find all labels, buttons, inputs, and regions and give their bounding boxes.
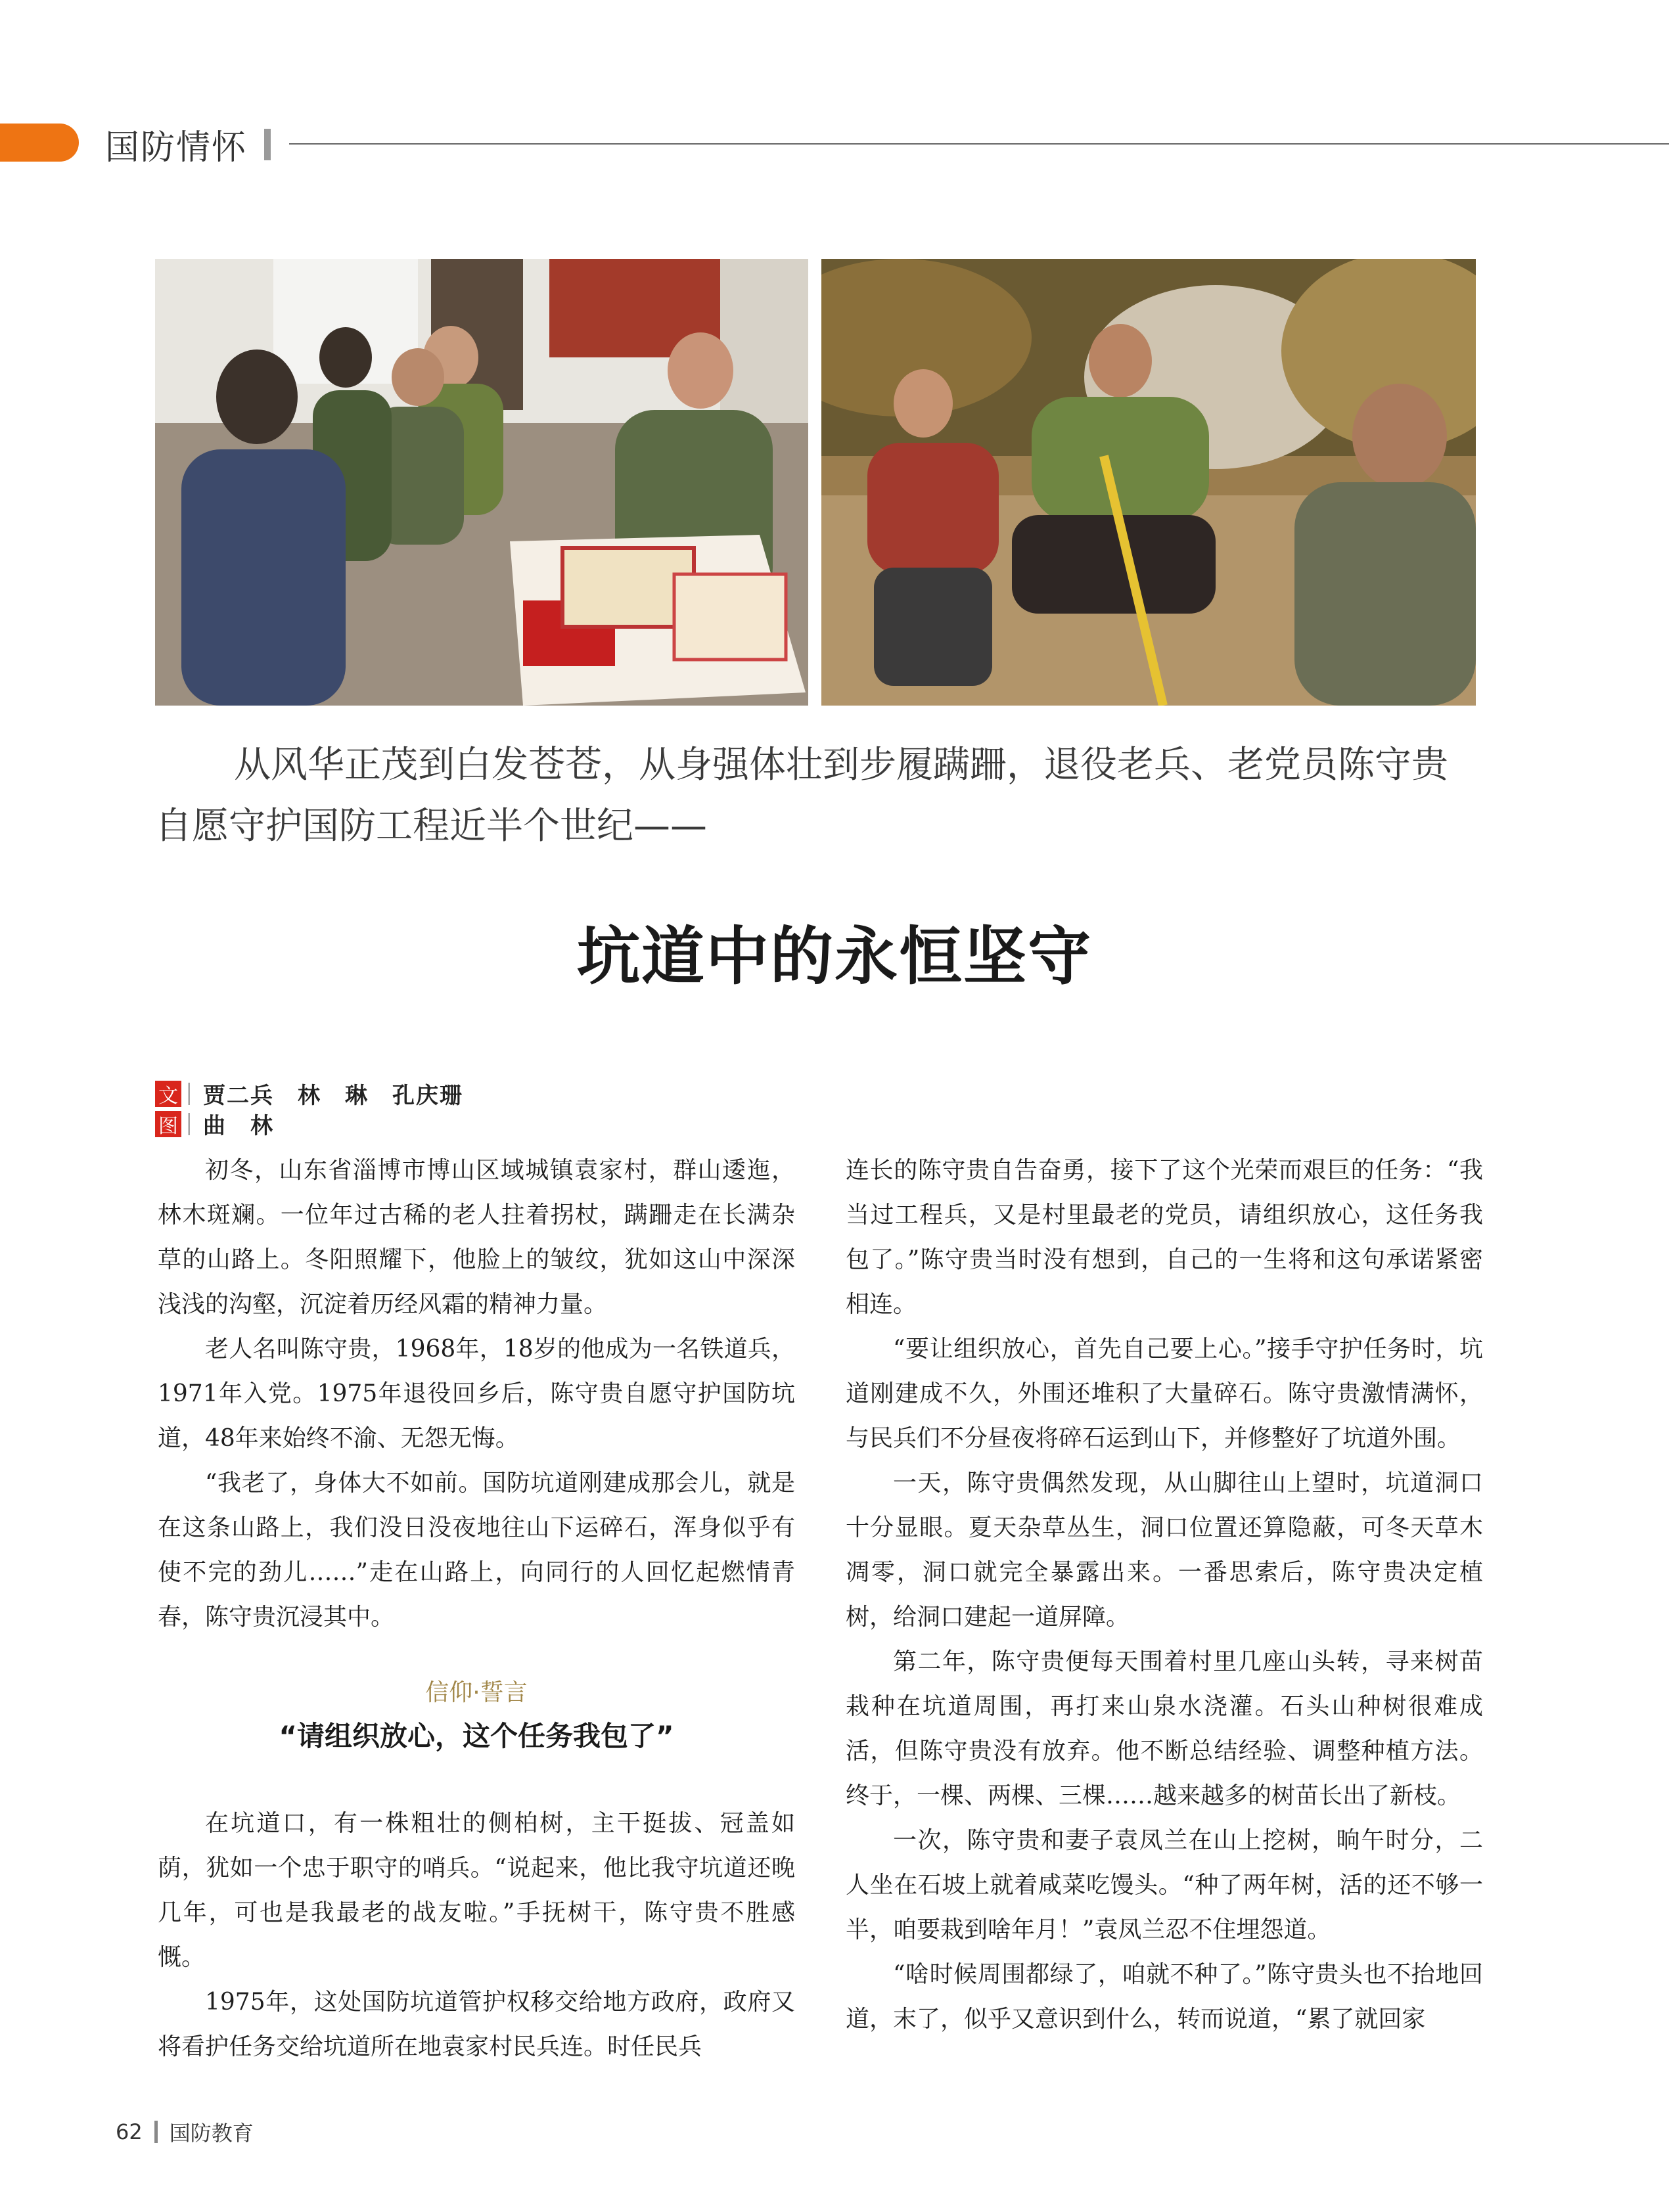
paragraph: “我老了，身体大不如前。国防坑道刚建成那会儿，就是在这条山路上，我们没日没夜地往山下运碎石，浑身似乎有使不完的劲儿……”走在山路上，向同行的人回忆起燃情青春，陈守贵沉浸其中。 bbox=[158, 1470, 795, 1631]
byline-divider bbox=[188, 1083, 193, 1105]
section-title: 国防情怀 bbox=[105, 128, 248, 168]
left-column-lower bbox=[158, 1801, 795, 2069]
byline-photo-authors: 曲 林 bbox=[203, 1113, 274, 1139]
paragraph: “啥时候周围都绿了，咱就不种了。”陈守贵头也不抬地回道，末了，似乎又意识到什么，转而说道，“累了就回家 bbox=[846, 1961, 1483, 2033]
paragraph: 在坑道口，有一株粗壮的侧柏树，主干挺拔、冠盖如荫，犹如一个忠于职守的哨兵。“说起来，他比我守坑道还晚几年，可也是我最老的战友啦。”手抚树干，陈守贵不胜感慨。 bbox=[158, 1810, 795, 1971]
article-headline: 坑道中的永恒坚守 bbox=[577, 920, 1092, 993]
paragraph: “要让组织放心，首先自己要上心。”接手守护任务时，坑道刚建成不久，外围还堆积了大量碎石。陈守贵激情满怀，与民兵们不分昼夜将碎石运到山下，并修整好了坑道外围。 bbox=[846, 1336, 1483, 1452]
byline-text-authors: 贾二兵 林 琳 孔庆珊 bbox=[203, 1083, 463, 1109]
section-kicker: 信仰·誓言 bbox=[425, 1679, 528, 1706]
paragraph: 初冬，山东省淄博市博山区域城镇袁家村，群山逶迤，林木斑斓。一位年过古稀的老人拄着拐杖，蹒跚走在长满杂草的山路上。冬阳照耀下，他脸上的皱纹，犹如这山中深深浅浅的沟壑，沉淀着历经风霜的精神力量。 bbox=[158, 1157, 795, 1318]
section-title-divider bbox=[264, 129, 271, 160]
section-subheading: “请组织放心，这个任务我包了” bbox=[279, 1720, 674, 1752]
byline-photo-badge: 图 bbox=[155, 1111, 181, 1137]
footer-divider bbox=[154, 2121, 158, 2143]
byline-photo bbox=[155, 1108, 274, 1140]
page-number: 62 bbox=[116, 2119, 143, 2144]
photo-hillside-veterans bbox=[821, 259, 1476, 706]
byline-divider bbox=[188, 1113, 193, 1135]
photo-medal-ceremony bbox=[155, 259, 808, 706]
byline-text-badge: 文 bbox=[155, 1081, 181, 1107]
right-column bbox=[846, 1148, 1483, 2042]
section-color-tab bbox=[0, 124, 79, 162]
page-footer bbox=[116, 2117, 254, 2147]
byline-text bbox=[155, 1077, 463, 1110]
paragraph: 一次，陈守贵和妻子袁凤兰在山上挖树，晌午时分，二人坐在石坡上就着咸菜吃馒头。“种了两年树，活的还不够一半，咱要栽到啥年月！”袁凤兰忍不住埋怨道。 bbox=[846, 1827, 1483, 1943]
paragraph: 第二年，陈守贵便每天围着村里几座山头转，寻来树苗栽种在坑道周围，再打来山泉水浇灌。石头山种树很难成活，但陈守贵没有放弃。他不断总结经验、调整种植方法。终于，一棵、两棵、三棵……越来越多的树苗长出了新枝。 bbox=[846, 1648, 1483, 1809]
left-column bbox=[158, 1148, 795, 1640]
paragraph: 一天，陈守贵偶然发现，从山脚往山上望时，坑道洞口十分显眼。夏天杂草丛生，洞口位置还算隐蔽，可冬天草木凋零，洞口就完全暴露出来。一番思索后，陈守贵决定植树，给洞口建起一道屏障。 bbox=[846, 1470, 1483, 1631]
magazine-name: 国防教育 bbox=[169, 2121, 254, 2146]
intro-text: 从风华正茂到白发苍苍，从身强体壮到步履蹒跚，退役老兵、老党员陈守贵自愿守护国防工程近半个世纪—— bbox=[155, 744, 1448, 847]
paragraph: 连长的陈守贵自告奋勇，接下了这个光荣而艰巨的任务：“我当过工程兵，又是村里最老的党员，请组织放心，这任务我包了。”陈守贵当时没有想到，自己的一生将和这句承诺紧密相连。 bbox=[846, 1157, 1483, 1318]
paragraph: 1975年，这处国防坑道管护权移交给地方政府，政府又将看护任务交给坑道所在地袁家村民兵连。时任民兵 bbox=[158, 1989, 795, 2060]
paragraph: 老人名叫陈守贵，1968年，18岁的他成为一名铁道兵，1971年入党。1975年退役回乡后，陈守贵自愿守护国防坑道，48年来始终不渝、无怨无悔。 bbox=[158, 1336, 795, 1452]
header-rule bbox=[289, 143, 1669, 145]
